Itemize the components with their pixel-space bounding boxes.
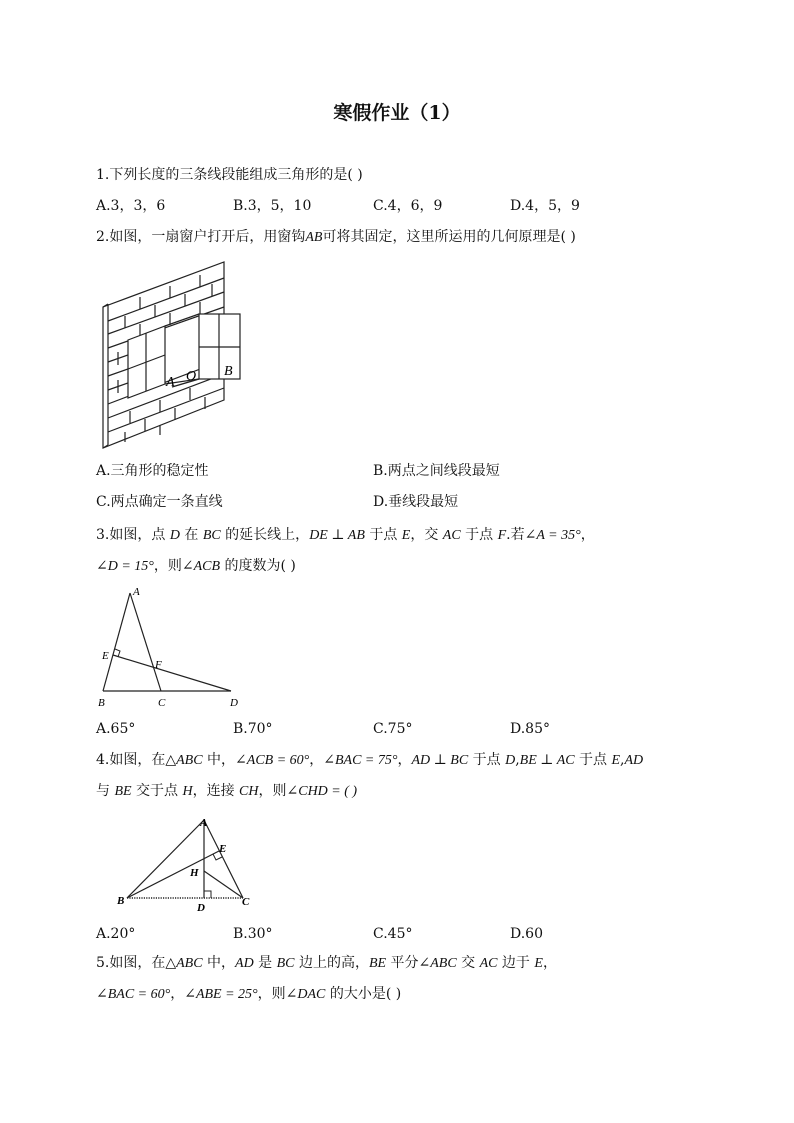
math-expression: △ABC — [165, 956, 203, 971]
math-variable: D — [169, 528, 180, 543]
page-title: 寒假作业（1） — [333, 102, 461, 124]
math-expression: ∠BAC = 75° — [323, 753, 398, 768]
question-text: ， — [542, 955, 557, 971]
math-expression: ∠ABC — [418, 956, 457, 971]
option-c: C.4，6，9 — [373, 198, 443, 214]
question-text: ， — [170, 986, 185, 1002]
option-d: D.垂线段最短 — [373, 494, 459, 510]
math-variable: E — [401, 528, 411, 543]
question-text: 于点 — [468, 752, 506, 768]
math-expression: ∠DAC — [285, 987, 326, 1002]
math-expression: ∠ACB = 60° — [235, 753, 310, 768]
question-text: , — [515, 752, 520, 768]
figure-label: B — [224, 364, 233, 379]
question-text: 中， — [202, 752, 236, 768]
option-d: D.85° — [510, 721, 550, 737]
question-text: 是 — [253, 955, 277, 971]
figure-label: H — [190, 867, 199, 879]
figure-label: E — [219, 843, 227, 855]
math-variable: BC — [202, 528, 221, 543]
question-text: ，交 — [410, 527, 443, 543]
math-expression: △ABC — [165, 753, 203, 768]
question-text: 交 — [456, 955, 480, 971]
option-d: D.4，5，9 — [510, 198, 580, 214]
question-text: 平分 — [386, 955, 419, 971]
figure-label: A — [200, 817, 208, 829]
question-number: 3. — [96, 527, 110, 543]
option-a: A.三角形的稳定性 — [96, 463, 209, 479]
math-variable: AD — [624, 753, 644, 768]
question-text: 如图，一扇窗户打开后，用窗钩 — [109, 229, 306, 245]
question-text: .若 — [506, 527, 525, 543]
option-a: A.65° — [96, 721, 136, 737]
option-a: A.20° — [96, 926, 136, 942]
question-text: 的度数为( ) — [220, 558, 296, 574]
question-text: 如图，点 — [109, 527, 170, 543]
question-number: 5. — [96, 955, 110, 971]
question-text: 边上的高， — [294, 955, 369, 971]
option-b: B.两点之间线段最短 — [373, 463, 500, 479]
math-expression: BE ⊥ AC — [519, 753, 575, 768]
question-text: 下列长度的三条线段能组成三角形的是( ) — [109, 167, 363, 183]
figure-label: B — [117, 895, 125, 907]
figure-label: C — [158, 697, 166, 709]
question-text: 于点 — [460, 527, 498, 543]
question-text: 如图，在 — [109, 752, 166, 768]
question-5-line-1 — [96, 954, 557, 973]
question-number: 4. — [96, 752, 110, 768]
question-text: ， — [397, 752, 412, 768]
math-expression: ∠ABE = 25° — [184, 987, 258, 1002]
option-c: C.45° — [373, 926, 413, 942]
triangle-figure-q4 — [115, 812, 260, 917]
question-text: ，则 — [153, 558, 182, 574]
question-text: 在 — [179, 527, 203, 543]
question-3-line-1 — [96, 526, 595, 545]
figure-label: B — [98, 697, 105, 709]
question-text: 边于 — [497, 955, 535, 971]
question-text: 与 — [96, 783, 115, 799]
question-text: 可将其固定，这里所运用的几何原理是( ) — [322, 229, 576, 245]
math-variable: AC — [479, 956, 498, 971]
math-variable: BE — [114, 784, 132, 799]
question-text: 于点 — [574, 752, 612, 768]
math-expression: ∠BAC = 60° — [96, 987, 171, 1002]
option-c: C.两点确定一条直线 — [96, 494, 223, 510]
question-text: ，连接 — [192, 783, 240, 799]
question-text: 的大小是( ) — [325, 986, 402, 1002]
question-text: ，则 — [257, 986, 286, 1002]
option-a: A.3，3，6 — [96, 198, 166, 214]
option-b: B.30° — [233, 926, 273, 942]
math-variable: F — [497, 528, 507, 543]
figure-label: F — [155, 659, 162, 671]
option-d: D.60 — [510, 926, 543, 942]
window-figure — [100, 262, 250, 452]
question-1-stem — [96, 166, 363, 184]
option-b: B.70° — [233, 721, 273, 737]
figure-label: D — [197, 902, 205, 914]
triangle-figure-q3 — [96, 585, 246, 710]
math-variable: CH — [239, 784, 259, 799]
math-variable: E — [534, 956, 543, 971]
question-number: 2. — [96, 229, 110, 245]
math-variable: D — [505, 753, 516, 768]
question-text: ， — [580, 527, 595, 543]
question-text: 于点 — [364, 527, 402, 543]
question-2-stem — [96, 228, 576, 247]
math-variable: AC — [442, 528, 461, 543]
math-expression: ∠A = 35° — [524, 528, 581, 543]
math-variable: AD — [235, 956, 254, 971]
question-3-line-2 — [96, 557, 296, 576]
option-b: B.3，5，10 — [233, 198, 312, 214]
math-variable: BE — [368, 956, 387, 971]
figure-label: A — [133, 586, 140, 598]
question-4-line-2 — [96, 782, 357, 801]
math-expression: ∠ACB — [181, 559, 221, 574]
option-c: C.75° — [373, 721, 413, 737]
question-4-line-1 — [96, 751, 643, 770]
question-number: 1. — [96, 167, 110, 183]
question-text: 中， — [202, 955, 236, 971]
question-5-line-2 — [96, 985, 401, 1004]
figure-label: D — [230, 697, 238, 709]
question-text: 如图，在 — [109, 955, 166, 971]
figure-label: C — [242, 896, 250, 908]
math-variable: E — [611, 753, 621, 768]
math-variable: H — [182, 784, 193, 799]
math-variable: BC — [276, 956, 295, 971]
figure-label: E — [102, 650, 109, 662]
figure-label: A — [166, 375, 175, 390]
math-expression: ∠CHD = ( ) — [286, 784, 358, 799]
question-text: ， — [309, 752, 324, 768]
math-expression: AD ⊥ BC — [411, 753, 469, 768]
math-expression: DE ⊥ AB — [309, 528, 365, 543]
question-text: ，则 — [258, 783, 287, 799]
math-expression: ∠D = 15° — [96, 559, 154, 574]
question-text: 的延长线上， — [220, 527, 310, 543]
question-text: , — [620, 752, 625, 768]
math-variable: AB — [305, 230, 323, 245]
figure-label: O — [186, 369, 197, 384]
question-text: 交于点 — [131, 783, 183, 799]
